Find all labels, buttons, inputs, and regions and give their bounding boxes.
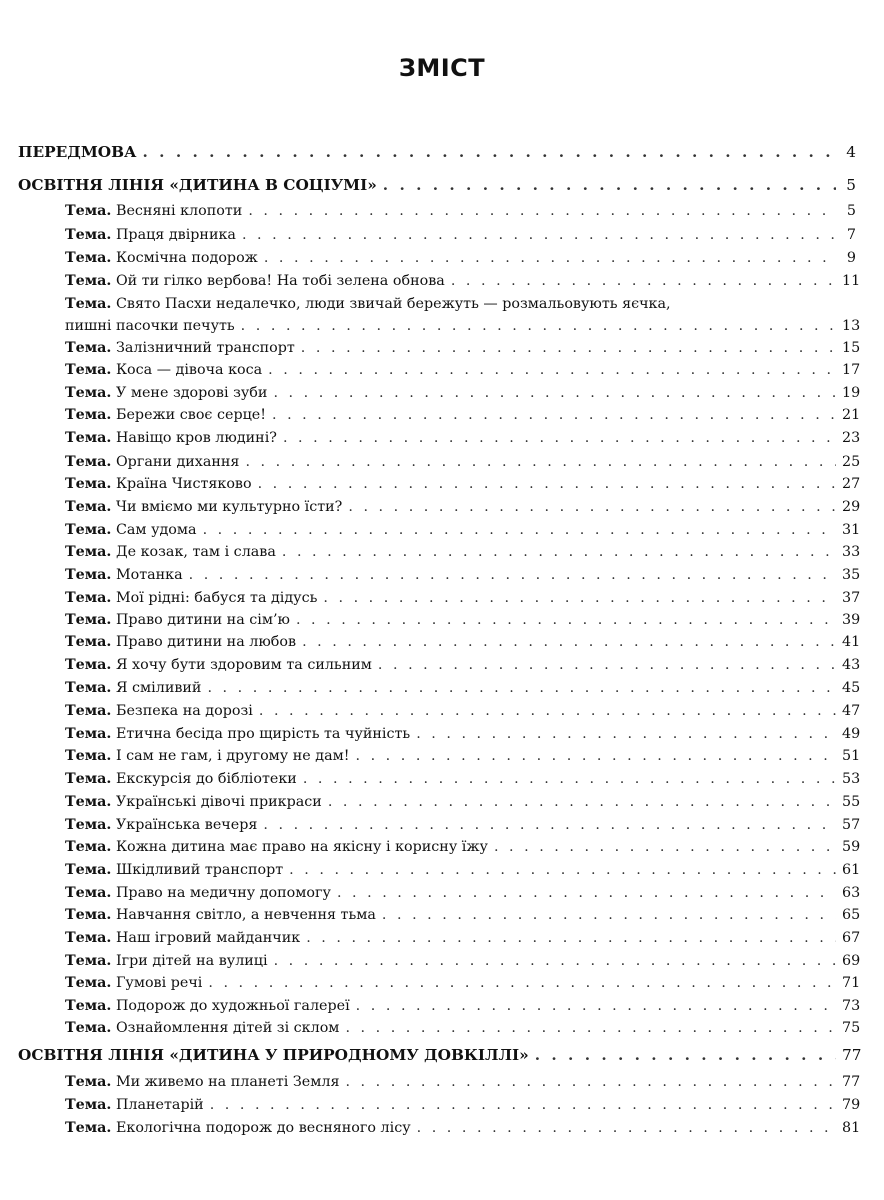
topic-prefix: Тема. <box>65 998 112 1014</box>
dot-leader <box>383 174 836 196</box>
dot-leader <box>272 404 836 426</box>
toc-topic-entry[interactable] <box>0 473 884 495</box>
toc-topic-entry[interactable] <box>0 677 884 699</box>
toc-entry-title: Планетарій <box>115 1097 204 1113</box>
toc-entry-label <box>65 587 317 609</box>
toc-page-number: 79 <box>842 1097 861 1113</box>
toc-entry-label <box>65 859 283 881</box>
toc-entry-line <box>65 427 861 449</box>
topic-prefix: Тема. <box>65 634 112 650</box>
toc-entry-title: ОСВІТНЯ ЛІНІЯ «ДИТИНА У ПРИРОДНОМУ ДОВКІЛЛІ» <box>18 1046 529 1064</box>
toc-topic-entry[interactable] <box>0 723 884 745</box>
topic-prefix: Тема. <box>65 885 112 901</box>
topic-prefix: Тема. <box>65 590 112 606</box>
toc-entry-title: Бережи своє серце! <box>115 407 266 423</box>
toc-topic-entry[interactable] <box>0 882 884 904</box>
topic-prefix: Тема. <box>65 385 112 401</box>
dot-leader <box>189 564 836 586</box>
topic-prefix: Тема. <box>65 476 112 492</box>
toc-entry-title: Гумові речі <box>115 975 203 991</box>
dot-leader <box>282 541 836 563</box>
toc-entry-title: Праця двірника <box>115 227 236 243</box>
toc-entry-line <box>65 1017 861 1039</box>
toc-entry-line <box>65 224 856 246</box>
toc-topic-entry[interactable] <box>0 564 884 586</box>
toc-topic-entry[interactable] <box>0 427 884 449</box>
toc-entry-label <box>65 723 410 745</box>
toc-page-number: 27 <box>842 476 861 492</box>
toc-entry-label <box>18 141 137 163</box>
toc-topic-entry[interactable] <box>0 404 884 426</box>
topic-prefix: Тема. <box>65 975 112 991</box>
toc-topic-entry[interactable] <box>0 950 884 972</box>
dot-leader <box>258 473 836 495</box>
topic-prefix: Тема. <box>65 1020 112 1036</box>
dot-leader <box>345 1071 836 1093</box>
toc-page-number: 53 <box>842 771 861 787</box>
toc-page-number: 57 <box>842 817 861 833</box>
topic-prefix: Тема. <box>65 250 112 266</box>
dot-leader <box>348 496 836 518</box>
topic-prefix: Тема. <box>65 203 112 219</box>
toc-entry-title: Ми живемо на планеті Земля <box>115 1074 340 1090</box>
toc-page-number: 5 <box>846 203 856 219</box>
toc-topic-entry[interactable] <box>0 995 884 1017</box>
toc-entry-line <box>65 564 861 586</box>
toc-entry-label <box>65 995 350 1017</box>
toc-topic-entry[interactable] <box>0 1071 884 1093</box>
page-title: ЗМІСТ <box>398 54 486 82</box>
toc-entry-title: Космічна подорож <box>115 250 258 266</box>
toc-entry-title: Безпека на дорозі <box>115 703 253 719</box>
toc-entry-label <box>65 904 376 926</box>
topic-prefix: Тема. <box>65 362 112 378</box>
toc-entry-line <box>65 293 856 315</box>
toc-entry-label <box>65 972 202 994</box>
toc-entry-title: Навіщо кров людині? <box>115 430 277 446</box>
topic-prefix: Тема. <box>65 273 112 289</box>
toc-entry-label <box>65 700 253 722</box>
toc-entry-label <box>65 359 262 381</box>
topic-prefix: Тема. <box>65 930 112 946</box>
topic-prefix: Тема. <box>65 748 112 764</box>
toc-topic-entry[interactable] <box>0 359 884 381</box>
toc-entry-title: Українські дівочі прикраси <box>115 794 322 810</box>
toc-entry-line <box>65 1117 861 1139</box>
dot-leader <box>306 927 836 949</box>
toc-topic-entry[interactable] <box>0 631 884 653</box>
topic-prefix: Тема. <box>65 726 112 742</box>
dot-leader <box>296 609 836 631</box>
toc-topic-entry[interactable] <box>0 836 884 858</box>
toc-page-number: 81 <box>842 1120 861 1136</box>
topic-prefix: Тема. <box>65 1074 112 1090</box>
toc-page-number: 21 <box>842 407 861 423</box>
toc-topic-entry[interactable] <box>0 519 884 541</box>
toc-entry-label <box>18 174 377 196</box>
toc-page-number: 9 <box>846 250 856 266</box>
toc-page-number: 77 <box>842 1074 861 1090</box>
toc-entry-line <box>65 768 861 790</box>
toc-entry-label <box>65 496 342 518</box>
toc-entry-title: Сам удома <box>115 522 197 538</box>
toc-topic-entry[interactable] <box>0 609 884 631</box>
toc-entry-title: Коса — дівоча коса <box>115 362 263 378</box>
toc-topic-entry[interactable] <box>0 200 884 222</box>
toc-entry-line <box>65 541 861 563</box>
dot-leader <box>303 768 836 790</box>
toc-topic-entry[interactable] <box>0 224 884 246</box>
dot-leader <box>289 859 836 881</box>
dot-leader <box>417 1117 836 1139</box>
toc-page-number: 4 <box>846 143 856 161</box>
toc-entry-label <box>65 200 242 222</box>
toc-page-number: 65 <box>842 907 861 923</box>
dot-leader <box>264 247 836 269</box>
toc-page-number: 5 <box>846 176 856 194</box>
toc-entry-title: Наш ігровий майданчик <box>115 930 301 946</box>
toc-topic-entry[interactable] <box>0 1094 884 1116</box>
toc-entry-label <box>65 1017 339 1039</box>
toc-entry-label <box>65 654 372 676</box>
toc-topic-entry[interactable] <box>0 791 884 813</box>
toc-entry-line <box>65 950 861 972</box>
toc-page-number: 39 <box>842 612 861 628</box>
toc-page-number: 59 <box>842 839 861 855</box>
toc-page-number: 7 <box>846 227 856 243</box>
dot-leader <box>535 1044 836 1066</box>
toc-entry-line <box>65 1071 861 1093</box>
toc-page-number: 51 <box>842 748 861 764</box>
toc-entry-title: Я хочу бути здоровим та сильним <box>115 657 372 673</box>
dot-leader <box>356 995 836 1017</box>
toc-entry-line <box>65 200 856 222</box>
toc-entry-line <box>65 609 861 631</box>
toc-page-number: 37 <box>842 590 861 606</box>
dot-leader <box>143 141 836 163</box>
topic-prefix: Тема. <box>65 522 112 538</box>
toc-entry-line <box>65 745 861 767</box>
topic-prefix: Тема. <box>65 499 112 515</box>
dot-leader <box>207 677 836 699</box>
topic-prefix: Тема. <box>65 680 112 696</box>
toc-entry-title: Право на медичну допомогу <box>115 885 331 901</box>
toc-entry-label <box>65 224 236 246</box>
toc-page-number: 23 <box>842 430 861 446</box>
toc-entry-title: Ігри дітей на вулиці <box>115 953 268 969</box>
toc-entry-line <box>65 404 861 426</box>
toc-entry-line <box>65 723 861 745</box>
toc-entry-title: Органи дихання <box>115 454 240 470</box>
toc-entry-title: Право дитини на сім’ю <box>115 612 290 628</box>
toc-topic-entry[interactable] <box>0 1117 884 1139</box>
toc-entry-label <box>65 631 296 653</box>
toc-page-number: 17 <box>842 362 861 378</box>
dot-leader <box>345 1017 836 1039</box>
toc-topic-entry[interactable] <box>0 904 884 926</box>
toc-section-entry[interactable] <box>0 174 884 196</box>
toc-entry-title: Українська вечеря <box>115 817 258 833</box>
toc-entry-line <box>18 1044 862 1066</box>
toc-page-number: 49 <box>842 726 861 742</box>
toc-entry-line <box>65 791 861 813</box>
toc-entry-line <box>65 587 861 609</box>
dot-leader <box>356 745 837 767</box>
toc-entry-label <box>18 1044 529 1066</box>
toc-entry-line <box>65 836 861 858</box>
toc-page-number: 69 <box>842 953 861 969</box>
dot-leader <box>323 587 836 609</box>
dot-leader <box>208 972 836 994</box>
toc-entry-label <box>65 564 183 586</box>
toc-page-number: 45 <box>842 680 861 696</box>
toc-page-number: 13 <box>842 318 861 334</box>
topic-prefix: Тема. <box>65 657 112 673</box>
topic-prefix: Тема. <box>65 862 112 878</box>
topic-prefix: Тема. <box>65 1097 112 1113</box>
toc-entry-line <box>65 859 861 881</box>
toc-entry-label <box>65 927 300 949</box>
topic-prefix: Тема. <box>65 817 112 833</box>
dot-leader <box>378 654 836 676</box>
toc-page-number: 19 <box>842 385 861 401</box>
topic-prefix: Тема. <box>65 407 112 423</box>
toc-entry-title: Кожна дитина має право на якісну і корисну їжу <box>115 839 488 855</box>
dot-leader <box>259 700 836 722</box>
toc-entry-line <box>18 174 856 196</box>
toc-page-number: 29 <box>842 499 861 515</box>
toc-page-number: 71 <box>842 975 861 991</box>
toc-entry-line <box>65 972 861 994</box>
toc-entry-line <box>65 904 861 926</box>
toc-entry-title: ОСВІТНЯ ЛІНІЯ «ДИТИНА В СОЦІУМІ» <box>18 176 377 194</box>
toc-topic-entry[interactable] <box>0 814 884 836</box>
toc-entry-label <box>65 836 488 858</box>
toc-entry-label <box>65 677 201 699</box>
toc-topic-entry[interactable] <box>0 768 884 790</box>
toc-entry-line <box>65 677 861 699</box>
toc-entry-label <box>65 882 331 904</box>
dot-leader <box>203 519 836 541</box>
toc-entry-label <box>65 1117 411 1139</box>
toc-entry-line <box>65 814 861 836</box>
topic-prefix: Тема. <box>65 907 112 923</box>
toc-topic-entry[interactable] <box>0 927 884 949</box>
toc-section-entry[interactable] <box>0 141 884 163</box>
dot-leader <box>494 836 836 858</box>
toc-entry-line <box>65 1094 861 1116</box>
toc-entry-title: Залізничний транспорт <box>115 340 295 356</box>
toc-entry-label <box>65 451 239 473</box>
topic-prefix: Тема. <box>65 454 112 470</box>
toc-topic-entry[interactable] <box>0 496 884 518</box>
toc-entry-line <box>65 496 861 518</box>
toc-entry-title: Екскурсія до бібліотеки <box>115 771 297 787</box>
toc-entry-label <box>65 473 252 495</box>
toc-page-number: 47 <box>842 703 861 719</box>
toc-page-number: 33 <box>842 544 861 560</box>
toc-entry-title: Етична бесіда про щирість та чуйність <box>115 726 411 742</box>
toc-topic-entry[interactable] <box>0 247 884 269</box>
toc-entry-title: Екологічна подорож до весняного лісу <box>115 1120 411 1136</box>
topic-prefix: Тема. <box>65 612 112 628</box>
toc-entry-line <box>65 654 861 676</box>
dot-leader <box>248 200 836 222</box>
toc-entry-line <box>65 337 861 359</box>
topic-prefix: Тема. <box>65 1120 112 1136</box>
toc-entry-line <box>65 995 861 1017</box>
toc-entry-line <box>65 631 861 653</box>
toc-entry-title: Країна Чистяково <box>115 476 252 492</box>
toc-entry-title: Право дитини на любов <box>115 634 297 650</box>
dot-leader <box>302 631 836 653</box>
toc-entry-label <box>65 519 197 541</box>
toc-section-entry[interactable] <box>0 1044 884 1066</box>
toc-page-number: 15 <box>842 340 861 356</box>
dot-leader <box>416 723 836 745</box>
toc-entry-title: пишні пасочки печуть <box>65 318 235 334</box>
topic-prefix: Тема. <box>65 430 112 446</box>
dot-leader <box>245 451 836 473</box>
toc-entry-label <box>65 1094 204 1116</box>
toc-entry-label <box>65 950 268 972</box>
toc-page-number: 31 <box>842 522 861 538</box>
toc-entry-title: Чи вміємо ми культурно їсти? <box>115 499 343 515</box>
toc-entry-line <box>65 700 861 722</box>
toc-entry-label <box>65 541 276 563</box>
toc-entry-title: Шкідливий транспорт <box>115 862 284 878</box>
dot-leader <box>382 904 836 926</box>
toc-entry-title: Мої рідні: бабуся та дідусь <box>115 590 318 606</box>
toc-entry-line <box>65 382 861 404</box>
toc-page-number: 61 <box>842 862 861 878</box>
toc-entry-line <box>65 927 861 949</box>
toc-entry-line <box>65 882 861 904</box>
toc-topic-entry[interactable] <box>0 315 884 337</box>
toc-entry-title: Де козак, там і слава <box>115 544 276 560</box>
toc-entry-label <box>65 609 290 631</box>
toc-entry-label <box>65 293 671 315</box>
toc-entry-label <box>65 382 267 404</box>
toc-entry-title: Ой ти гілко вербова! На тобі зелена обнова <box>115 273 445 289</box>
dot-leader <box>328 791 836 813</box>
toc-entry-label <box>65 768 297 790</box>
dot-leader <box>301 337 836 359</box>
toc-entry-title: У мене здорові зуби <box>115 385 268 401</box>
toc-entry-label <box>65 247 258 269</box>
toc-page-number: 73 <box>842 998 861 1014</box>
toc-topic-entry[interactable] <box>0 700 884 722</box>
toc-page-number: 67 <box>842 930 861 946</box>
toc-entry-label <box>65 791 322 813</box>
toc-entry-label <box>65 337 295 359</box>
toc-entry-title: Навчання світло, а невчення тьма <box>115 907 376 923</box>
toc-topic-entry[interactable] <box>0 270 884 292</box>
topic-prefix: Тема. <box>65 227 112 243</box>
dot-leader <box>283 427 836 449</box>
topic-prefix: Тема. <box>65 296 112 312</box>
toc-entry-title: Я сміливий <box>115 680 202 696</box>
dot-leader <box>274 950 836 972</box>
topic-prefix: Тема. <box>65 544 112 560</box>
toc-entry-title: І сам не гам, і другому не дам! <box>115 748 350 764</box>
toc-entry-line <box>18 141 856 163</box>
toc-topic-entry[interactable] <box>0 451 884 473</box>
toc-entry-title: Мотанка <box>115 567 183 583</box>
toc-entry-line <box>65 451 861 473</box>
dot-leader <box>210 1094 836 1116</box>
toc-entry-label <box>65 814 257 836</box>
toc-entry-label <box>65 270 445 292</box>
toc-entry-label <box>65 745 350 767</box>
toc-entry-line <box>65 473 861 495</box>
toc-topic-entry[interactable] <box>0 293 884 315</box>
toc-topic-entry[interactable] <box>0 745 884 767</box>
dot-leader <box>263 814 836 836</box>
dot-leader <box>337 882 836 904</box>
topic-prefix: Тема. <box>65 953 112 969</box>
dot-leader <box>242 224 836 246</box>
toc-page-number: 43 <box>842 657 861 673</box>
toc-entry-line <box>65 315 861 337</box>
toc-topic-entry[interactable] <box>0 654 884 676</box>
toc-entry-title: Подорож до художньої галереї <box>115 998 350 1014</box>
toc-topic-entry[interactable] <box>0 859 884 881</box>
toc-topic-entry[interactable] <box>0 337 884 359</box>
toc-entry-line <box>65 247 856 269</box>
toc-entry-title: ПЕРЕДМОВА <box>18 143 137 161</box>
toc-topic-entry[interactable] <box>0 541 884 563</box>
toc-page-number: 25 <box>842 454 861 470</box>
toc-topic-entry[interactable] <box>0 587 884 609</box>
topic-prefix: Тема. <box>65 839 112 855</box>
topic-prefix: Тема. <box>65 567 112 583</box>
toc-topic-entry[interactable] <box>0 1017 884 1039</box>
dot-leader <box>268 359 836 381</box>
toc-entry-line <box>65 359 861 381</box>
toc-entry-line <box>65 270 861 292</box>
topic-prefix: Тема. <box>65 340 112 356</box>
toc-entry-label <box>65 1071 339 1093</box>
dot-leader <box>451 270 836 292</box>
toc-entry-title: Ознайомлення дітей зі склом <box>115 1020 340 1036</box>
topic-prefix: Тема. <box>65 794 112 810</box>
toc-page-number: 77 <box>842 1046 862 1064</box>
toc-page-number: 55 <box>842 794 861 810</box>
topic-prefix: Тема. <box>65 703 112 719</box>
toc-topic-entry[interactable] <box>0 972 884 994</box>
toc-page-number: 35 <box>842 567 861 583</box>
dot-leader <box>273 382 836 404</box>
toc-entry-label <box>65 404 266 426</box>
toc-page-number: 11 <box>842 273 861 289</box>
toc-entry-label <box>65 427 277 449</box>
toc-topic-entry[interactable] <box>0 382 884 404</box>
dot-leader <box>241 315 836 337</box>
toc-entry-label <box>65 315 235 337</box>
toc-page-number: 41 <box>842 634 861 650</box>
topic-prefix: Тема. <box>65 771 112 787</box>
toc-page-number: 75 <box>842 1020 861 1036</box>
toc-entry-title: Весняні клопоти <box>115 203 243 219</box>
toc-entry-title: Свято Пасхи недалечко, люди звичай бережуть — розмальовують яєчка, <box>115 296 671 312</box>
toc-page-number: 63 <box>842 885 861 901</box>
toc-entry-line <box>65 519 861 541</box>
